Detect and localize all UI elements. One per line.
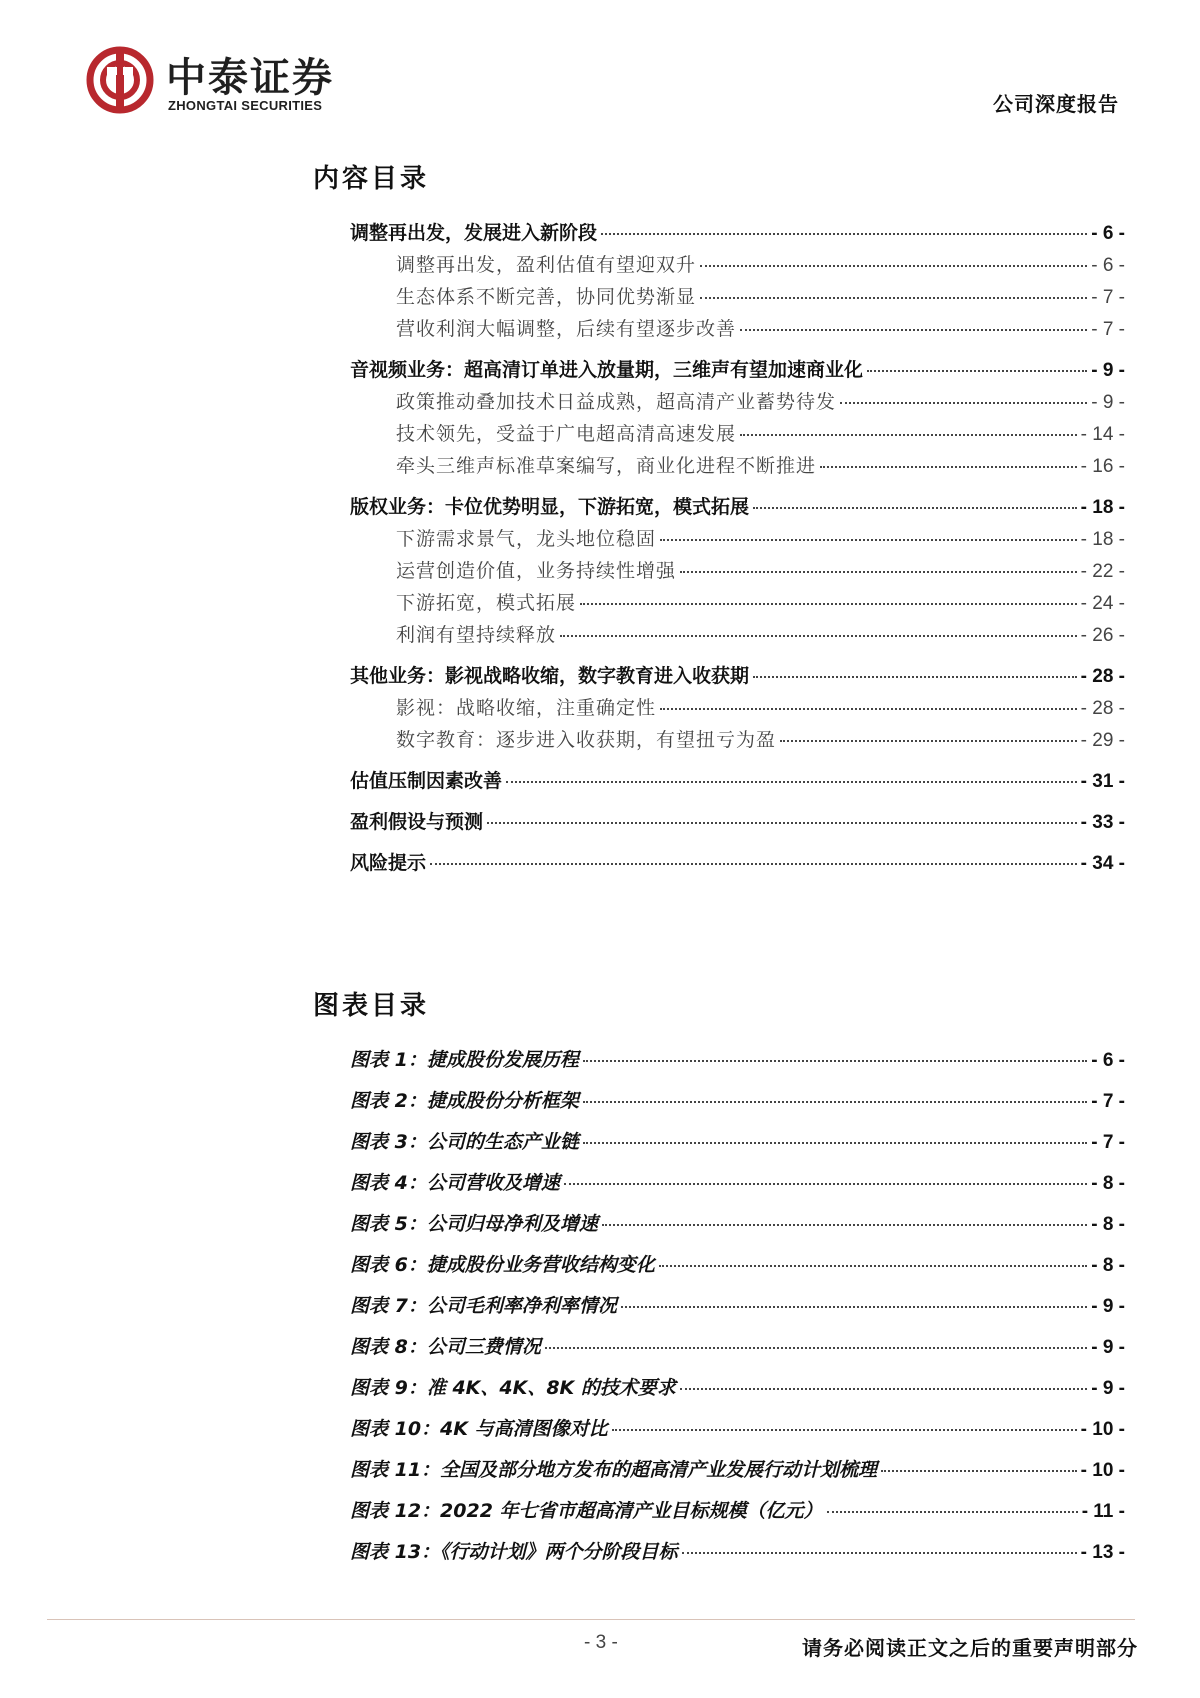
toc-entry-title: 其他业务：影视战略收缩，数字教育进入收获期 <box>350 665 750 687</box>
figure-entry-title: 图表 11：全国及部分地方发布的超高清产业发展行动计划梳理 <box>350 1459 878 1481</box>
toc-entry[interactable] <box>350 848 1125 878</box>
toc-entry-page: - 28 - <box>1080 666 1125 687</box>
dot-leader <box>740 329 1087 331</box>
figure-entry-title: 图表 1：捷成股份发展历程 <box>350 1049 579 1071</box>
figure-entry-title: 图表 4：公司营收及增速 <box>350 1172 560 1194</box>
dot-leader <box>659 1265 1087 1267</box>
dot-leader <box>660 708 1077 710</box>
toc-entry[interactable] <box>350 807 1125 837</box>
toc-entry-page: - 34 - <box>1080 853 1125 874</box>
toc-entry-page: - 33 - <box>1080 812 1125 833</box>
dot-leader <box>780 740 1077 742</box>
figure-entry-page: - 9 - <box>1091 1296 1125 1317</box>
dot-leader <box>680 1388 1087 1390</box>
dot-leader <box>583 1101 1087 1103</box>
dot-leader <box>700 297 1087 299</box>
figure-entry-title: 图表 5：公司归母净利及增速 <box>350 1213 598 1235</box>
dot-leader <box>583 1142 1087 1144</box>
figure-entry-title: 图表 3：公司的生态产业链 <box>350 1131 579 1153</box>
dot-leader <box>612 1429 1077 1431</box>
dot-leader <box>506 781 1077 783</box>
toc-entry-title: 下游拓宽，模式拓展 <box>396 592 577 614</box>
dot-leader <box>621 1306 1087 1308</box>
report-type-label: 公司深度报告 <box>993 92 1119 116</box>
dot-leader <box>820 466 1077 468</box>
figure-entry-page: - 11 - <box>1081 1501 1125 1522</box>
figure-entry[interactable] <box>350 1209 1125 1239</box>
logo-mark-icon <box>86 46 154 114</box>
toc-entry[interactable] <box>350 492 1125 522</box>
figure-entry-page: - 8 - <box>1091 1173 1125 1194</box>
toc-entry[interactable] <box>350 766 1125 796</box>
dot-leader <box>487 822 1077 824</box>
toc-entry-page: - 29 - <box>1080 730 1125 751</box>
figure-entry-page: - 8 - <box>1091 1255 1125 1276</box>
toc-entry-title: 数字教育：逐步进入收获期，有望扭亏为盈 <box>396 729 777 751</box>
figure-entry-page: - 9 - <box>1091 1378 1125 1399</box>
toc-entry[interactable] <box>350 556 1125 586</box>
figure-entry-title: 图表 7：公司毛利率净利率情况 <box>350 1295 617 1317</box>
toc-entry[interactable] <box>350 620 1125 650</box>
toc-entry-page: - 6 - <box>1091 255 1125 276</box>
toc-entry-title: 营收利润大幅调整，后续有望逐步改善 <box>396 318 737 340</box>
toc-entry-page: - 22 - <box>1080 561 1125 582</box>
dot-leader <box>580 603 1077 605</box>
toc-entry-title: 技术领先，受益于广电超高清高速发展 <box>396 423 737 445</box>
toc-entry-title: 盈利假设与预测 <box>350 811 484 833</box>
toc-entry[interactable] <box>350 282 1125 312</box>
toc-entry-title: 版权业务：卡位优势明显，下游拓宽，模式拓展 <box>350 496 750 518</box>
figure-entry[interactable] <box>350 1455 1125 1485</box>
dot-leader <box>867 370 1087 372</box>
figure-entry-page: - 8 - <box>1091 1214 1125 1235</box>
toc-entry[interactable] <box>350 725 1125 755</box>
figure-entry[interactable] <box>350 1127 1125 1157</box>
figure-entry[interactable] <box>350 1045 1125 1075</box>
toc-entry-page: - 16 - <box>1080 456 1125 477</box>
dot-leader <box>680 571 1077 573</box>
figure-entry[interactable] <box>350 1496 1125 1526</box>
toc-entry-title: 牵头三维声标准草案编写，商业化进程不断推进 <box>396 455 817 477</box>
toc-entry-title: 估值压制因素改善 <box>350 770 503 792</box>
toc-entry[interactable] <box>350 588 1125 618</box>
figure-entry-page: - 7 - <box>1091 1091 1125 1112</box>
toc-entry-page: - 14 - <box>1080 424 1125 445</box>
toc-entry-page: - 9 - <box>1091 392 1125 413</box>
toc-entry-page: - 7 - <box>1091 287 1125 308</box>
figure-entry-title: 图表 10：4K 与高清图像对比 <box>350 1418 608 1440</box>
toc-entry-page: - 6 - <box>1091 223 1125 244</box>
toc-entry[interactable] <box>350 250 1125 280</box>
page-number: - 3 - <box>584 1632 618 1653</box>
toc-entry-page: - 24 - <box>1080 593 1125 614</box>
toc-entry-title: 生态体系不断完善，协同优势渐显 <box>396 286 697 308</box>
footer-divider <box>47 1619 1135 1620</box>
figure-entry-title: 图表 6：捷成股份业务营收结构变化 <box>350 1254 655 1276</box>
dot-leader <box>840 402 1087 404</box>
toc-entry-title: 调整再出发，盈利估值有望迎双升 <box>396 254 697 276</box>
figure-entry[interactable] <box>350 1537 1125 1567</box>
figure-entry-page: - 10 - <box>1080 1460 1125 1481</box>
toc-entry-page: - 9 - <box>1091 360 1125 381</box>
toc-entry[interactable] <box>350 387 1125 417</box>
toc-entry-page: - 26 - <box>1080 625 1125 646</box>
figure-entry-page: - 9 - <box>1091 1337 1125 1358</box>
toc-entry-title: 政策推动叠加技术日益成熟，超高清产业蓄势待发 <box>396 391 837 413</box>
dot-leader <box>583 1060 1087 1062</box>
figure-entry-title: 图表 8：公司三费情况 <box>350 1336 541 1358</box>
dot-leader <box>753 507 1077 509</box>
dot-leader <box>682 1552 1077 1554</box>
toc-entry-title: 利润有望持续释放 <box>396 624 557 646</box>
figures-title: 图表目录 <box>313 991 430 1021</box>
toc-entry[interactable] <box>350 524 1125 554</box>
dot-leader <box>660 539 1077 541</box>
figure-entry[interactable] <box>350 1086 1125 1116</box>
figure-entry[interactable] <box>350 1168 1125 1198</box>
toc-entry-title: 影视：战略收缩，注重确定性 <box>396 697 657 719</box>
toc-entry[interactable] <box>350 693 1125 723</box>
figure-entry-title: 图表 9：准 4K、4K、8K 的技术要求 <box>350 1377 676 1399</box>
dot-leader <box>560 635 1077 637</box>
company-logo <box>86 46 386 126</box>
figure-entry-title: 图表 13：《行动计划》两个分阶段目标 <box>350 1541 678 1563</box>
figure-entry-page: - 7 - <box>1091 1132 1125 1153</box>
dot-leader <box>601 233 1087 235</box>
dot-leader <box>545 1347 1087 1349</box>
toc-entry-page: - 18 - <box>1080 529 1125 550</box>
figure-entry-page: - 6 - <box>1091 1050 1125 1071</box>
figure-entry[interactable] <box>350 1250 1125 1280</box>
toc-entry-title: 下游需求景气，龙头地位稳固 <box>396 528 657 550</box>
figure-entry[interactable] <box>350 1373 1125 1403</box>
footer-disclaimer: 请务必阅读正文之后的重要声明部分 <box>802 1636 1138 1660</box>
figure-entry-page: - 13 - <box>1080 1542 1125 1563</box>
figure-entry[interactable] <box>350 1291 1125 1321</box>
dot-leader <box>602 1224 1087 1226</box>
toc-entry-page: - 31 - <box>1080 771 1125 792</box>
toc-entry-title: 运营创造价值，业务持续性增强 <box>396 560 677 582</box>
toc-entry[interactable] <box>350 218 1125 248</box>
dot-leader <box>881 1470 1077 1472</box>
figure-entry[interactable] <box>350 1332 1125 1362</box>
toc-entry[interactable] <box>350 419 1125 449</box>
dot-leader <box>430 863 1077 865</box>
toc-entry-title: 调整再出发，发展进入新阶段 <box>350 222 598 244</box>
toc-title: 内容目录 <box>313 164 430 194</box>
figure-entry-page: - 10 - <box>1080 1419 1125 1440</box>
figure-entry-title: 图表 2：捷成股份分析框架 <box>350 1090 579 1112</box>
logo-text-en: ZHONGTAI SECURITIES <box>168 98 323 113</box>
toc-entry[interactable] <box>350 355 1125 385</box>
toc-entry-title: 音视频业务：超高清订单进入放量期，三维声有望加速商业化 <box>350 359 864 381</box>
logo-text-cn: 中泰证券 <box>166 55 334 101</box>
dot-leader <box>564 1183 1087 1185</box>
toc-entry[interactable] <box>350 451 1125 481</box>
figure-entry[interactable] <box>350 1414 1125 1444</box>
toc-entry-page: - 18 - <box>1080 497 1125 518</box>
toc-entry[interactable] <box>350 314 1125 344</box>
figure-entry-title: 图表 12：2022 年七省市超高清产业目标规模（亿元） <box>350 1500 823 1522</box>
toc-entry[interactable] <box>350 661 1125 691</box>
toc-entry-page: - 28 - <box>1080 698 1125 719</box>
toc-entry-title: 风险提示 <box>350 852 427 874</box>
dot-leader <box>700 265 1087 267</box>
dot-leader <box>753 676 1077 678</box>
toc-entry-page: - 7 - <box>1091 319 1125 340</box>
dot-leader <box>740 434 1077 436</box>
dot-leader <box>827 1511 1078 1513</box>
